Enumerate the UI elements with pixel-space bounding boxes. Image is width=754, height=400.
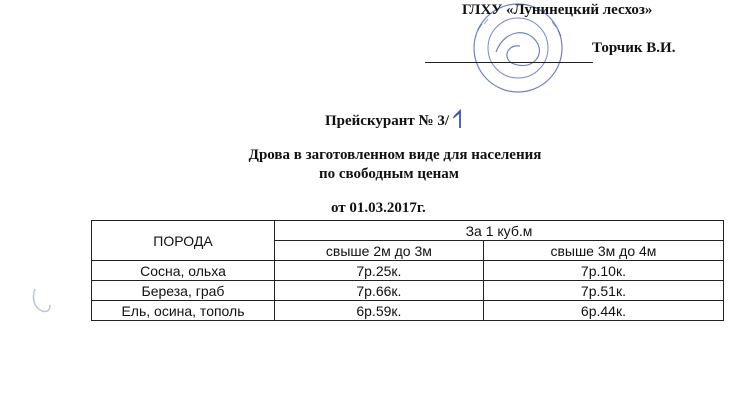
price-cell: 7р.10к.: [483, 261, 723, 281]
price-list-number: Прейскурант № 3/: [325, 113, 449, 129]
handwritten-one-mark: [449, 108, 471, 130]
subtitle-line-1: Дрова в заготовленном виде для населения: [248, 147, 542, 163]
price-table: [91, 220, 724, 321]
header-range-2-3m: свыше 2м до 3м: [274, 241, 483, 261]
signature-line: [425, 62, 593, 63]
price-list-title: [325, 108, 471, 130]
table-row: [92, 301, 724, 321]
price-cell: 6р.59к.: [274, 301, 483, 321]
organization-name: ГЛХУ «Лунинецкий лесхоз»: [462, 2, 653, 18]
header-per-cubic-meter: За 1 куб.м: [274, 221, 723, 241]
table-row: [92, 261, 724, 281]
price-cell: 7р.25к.: [274, 261, 483, 281]
price-cell: 6р.44к.: [483, 301, 723, 321]
punch-hole-mark: [30, 285, 52, 315]
effective-date: от 01.03.2017г.: [331, 200, 426, 216]
species-cell: Береза, граб: [92, 281, 275, 301]
document-subtitle: [0, 146, 754, 184]
price-cell: 7р.66к.: [274, 281, 483, 301]
header-range-3-4m: свыше 3м до 4м: [483, 241, 723, 261]
species-cell: Ель, осина, тополь: [92, 301, 275, 321]
signatory-name: Торчик В.И.: [592, 40, 676, 56]
subtitle-line-2: по свободным ценам: [319, 166, 459, 182]
table-header-row: [92, 221, 724, 241]
price-cell: 7р.51к.: [483, 281, 723, 301]
species-cell: Сосна, ольха: [92, 261, 275, 281]
header-species: ПОРОДА: [92, 221, 275, 261]
table-row: [92, 281, 724, 301]
